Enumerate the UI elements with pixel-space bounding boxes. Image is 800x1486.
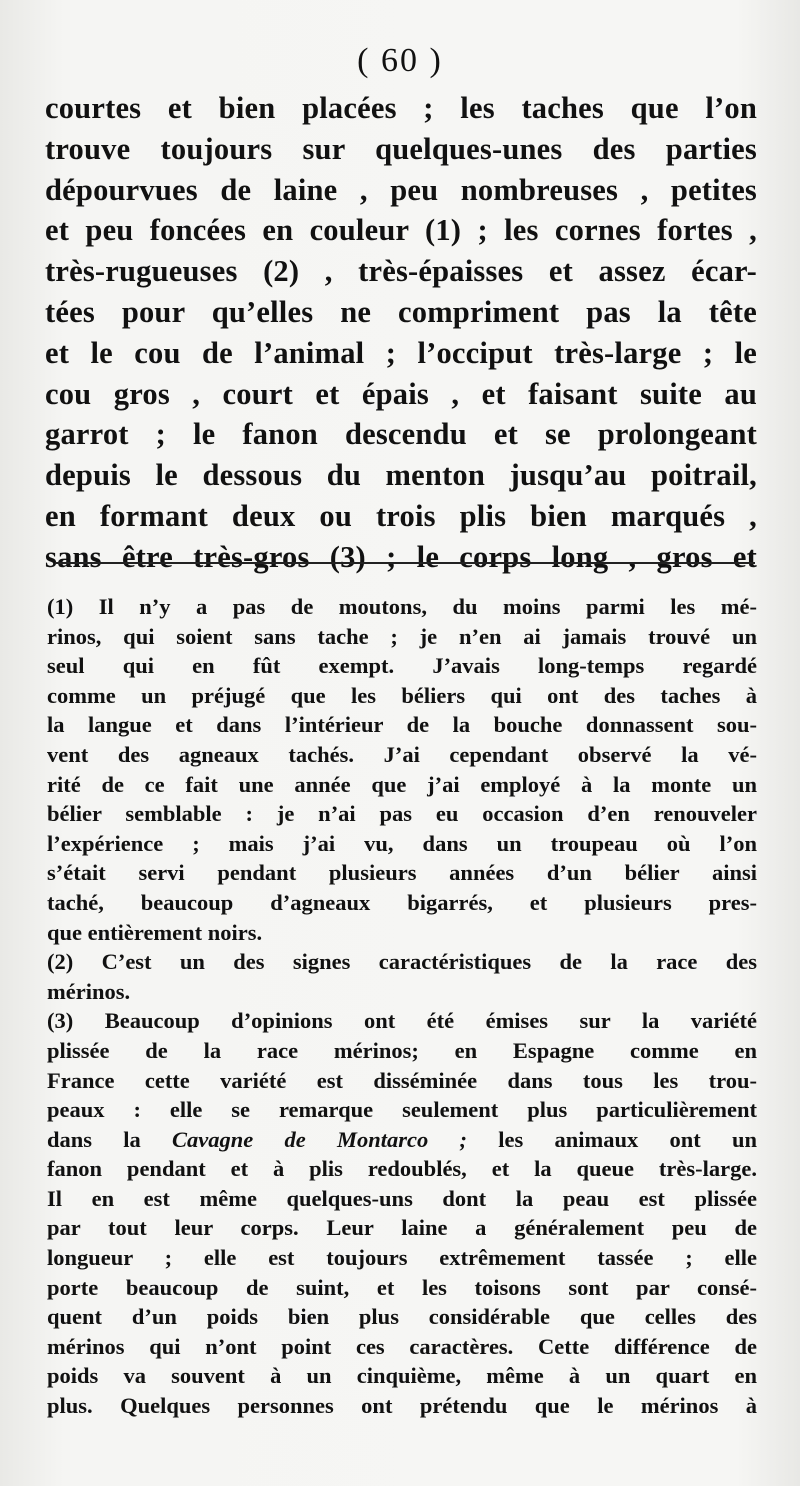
footnote-line: France cette variété est disséminée dans tous les trou- bbox=[47, 1067, 757, 1093]
main-text-line: et peu foncées en couleur (1) ; les cornes fortes , bbox=[45, 213, 757, 248]
footnote-line: rité de ce fait une année que j’ai employé à la monte un bbox=[47, 771, 757, 797]
footnote-line: (2) C’est un des signes caractéristiques de la race des bbox=[47, 949, 757, 975]
main-text-line: trouve toujours sur quelques-unes des parties bbox=[45, 131, 757, 166]
main-text-line: très-rugueuses (2) , très-épaisses et assez écar- bbox=[45, 254, 757, 289]
main-text-line: sans être très-gros (3) ; le corps long , gros et bbox=[45, 539, 757, 574]
footnote-1 bbox=[47, 592, 757, 947]
main-text-line: depuis le dessous du menton jusqu’au poitrail, bbox=[45, 458, 757, 493]
main-text-line: garrot ; le fanon descendu et se prolongeant bbox=[45, 417, 757, 452]
footnote-line: mérinos. bbox=[47, 978, 131, 1004]
main-text-line: cou gros , court et épais , et faisant suite au bbox=[45, 376, 757, 411]
footnote-line: Il en est même quelques-uns dont la peau est plissée bbox=[47, 1185, 757, 1211]
footnote-3 bbox=[47, 1006, 757, 1420]
footnote-line: seul qui en fût exempt. J’avais long-temps regardé bbox=[47, 653, 757, 679]
footnote-line: rinos, qui soient sans tache ; je n’en ai jamais trouvé un bbox=[47, 623, 757, 649]
footnote-line: la langue et dans l’intérieur de la bouche donnassent sou- bbox=[47, 712, 757, 738]
footnotes-block bbox=[47, 592, 757, 1421]
footnote-line: poids va souvent à un cinquième, même à un quart en bbox=[47, 1363, 757, 1389]
footnote-line: fanon pendant et à plis redoublés, et la queue très-large. bbox=[47, 1156, 757, 1182]
footnote-separator-rule bbox=[55, 562, 755, 564]
footnote-text: les animaux ont un bbox=[466, 1126, 757, 1152]
main-text-line: en formant deux ou trois plis bien marqués , bbox=[45, 498, 757, 533]
footnote-line: vent des agneaux tachés. J’ai cependant observé la vé- bbox=[47, 741, 757, 767]
footnote-line: bélier semblable : je n’ai pas eu occasion d’en renouveler bbox=[47, 801, 757, 827]
footnote-line: quent d’un poids bien plus considérable que celles des bbox=[47, 1304, 757, 1330]
footnote-line: plissée de la race mérinos; en Espagne comme en bbox=[47, 1037, 757, 1063]
main-text-line: et le cou de l’animal ; l’occiput très-large ; le bbox=[45, 335, 757, 370]
footnote-line: peaux : elle se remarque seulement plus particulièrement bbox=[47, 1097, 757, 1123]
footnote-line: que entièrement noirs. bbox=[47, 919, 263, 945]
footnote-line: par tout leur corps. Leur laine a généralement peu de bbox=[47, 1215, 757, 1241]
footnote-line: l’expérience ; mais j’ai vu, dans un troupeau où l’on bbox=[47, 830, 757, 856]
footnote-line-with-italic bbox=[47, 1125, 757, 1155]
footnote-line: porte beaucoup de suint, et les toisons sont par consé- bbox=[47, 1274, 757, 1300]
page-number: ( 60 ) bbox=[357, 42, 443, 79]
footnote-line: mérinos qui n’ont point ces caractères. Cette différence de bbox=[47, 1333, 757, 1359]
footnote-line: comme un préjugé que les béliers qui ont des taches à bbox=[47, 682, 757, 708]
main-text-line: dépourvues de laine , peu nombreuses , petites bbox=[45, 172, 757, 207]
footnote-line: s’était servi pendant plusieurs années d’un bélier ainsi bbox=[47, 860, 757, 886]
italic-place-name: Cavagne de Montarco ; bbox=[172, 1126, 467, 1152]
main-text-line: courtes et bien placées ; les taches que l’on bbox=[45, 91, 757, 125]
footnote-line: (1) Il n’y a pas de moutons, du moins parmi les mé- bbox=[47, 594, 757, 619]
footnote-line: plus. Quelques personnes ont prétendu que le mérinos à bbox=[47, 1393, 757, 1419]
footnote-line: (3) Beaucoup d’opinions ont été émises sur la variété bbox=[47, 1008, 757, 1034]
footnote-line: taché, beaucoup d’agneaux bigarrés, et plusieurs pres- bbox=[47, 889, 757, 915]
main-text-line: tées pour qu’elles ne compriment pas la tête bbox=[45, 294, 757, 329]
footnote-2 bbox=[47, 947, 757, 1006]
footnote-text: dans la bbox=[47, 1126, 173, 1152]
footnote-line: longueur ; elle est toujours extrêmement tassée ; elle bbox=[47, 1245, 757, 1271]
main-text-block bbox=[45, 88, 757, 578]
